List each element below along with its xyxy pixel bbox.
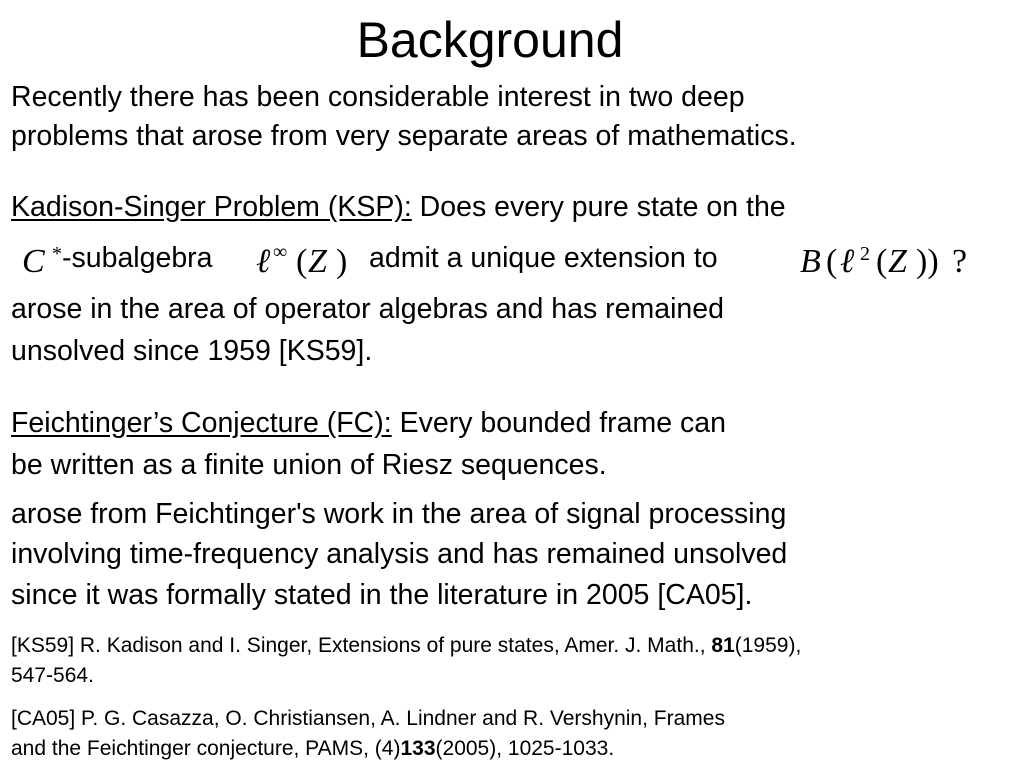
math-ell-inf-superscript: ∞ [273, 241, 288, 263]
ref-ks59-line-2: 547-564. [11, 664, 94, 687]
ref-ks59-year: (1959), [734, 634, 802, 657]
ksp-heading: Kadison-Singer Problem (KSP): [11, 191, 412, 223]
math-z2-close-parens: )) [916, 243, 939, 280]
math-b: B [800, 243, 821, 280]
ref-ca05-line-1: [CA05] P. G. Casazza, O. Christiansen, A. Lindner and R. Vershynin, Frames [11, 707, 725, 730]
ref-ks59-volume: 81 [711, 634, 735, 657]
ref-ca05-volume: 133 [400, 737, 436, 760]
subalgebra-text: -subalgebra [62, 242, 213, 274]
ksp-question-start: Does every pure state on the [411, 191, 786, 223]
fc-line-5: since it was formally stated in the literature in 2005 [CA05]. [11, 579, 753, 611]
math-ell2-ell: ℓ [840, 243, 855, 280]
slide-title: Background [356, 12, 624, 68]
fc-line-2: be written as a finite union of Riesz sequences. [11, 449, 607, 481]
math-z2-z: Z [888, 243, 907, 280]
fc-line-3: arose from Feichtinger's work in the area of signal processing [11, 498, 787, 530]
math-b-open-paren: ( [826, 243, 838, 280]
ksp-line-4: unsolved since 1959 [KS59]. [11, 335, 373, 367]
math-c-star-asterisk: * [52, 243, 62, 265]
math-question-mark: ? [952, 243, 968, 280]
math-z1-open-paren: ( [296, 243, 308, 280]
math-z2-open-paren: ( [876, 243, 888, 280]
math-z1-close-paren: ) [336, 243, 348, 280]
ksp-line-3: arose in the area of operator algebras and has remained [11, 293, 724, 325]
ref-ks59-text: [KS59] R. Kadison and I. Singer, Extensions of pure states, Amer. J. Math., [11, 634, 712, 657]
ref-ca05-year-pages: (2005), 1025-1033. [435, 737, 615, 760]
intro-line-1: Recently there has been considerable interest in two deep [11, 81, 745, 113]
fc-line-1 [11, 406, 726, 440]
math-z1-z: Z [308, 243, 327, 280]
ref-ca05-line-2 [11, 736, 614, 761]
ref-ca05-text: and the Feichtinger conjecture, PAMS, (4) [11, 737, 401, 760]
ref-ks59-line-1 [11, 633, 801, 658]
math-ell-inf-ell: ℓ [256, 243, 271, 280]
math-c-star-c: C [22, 243, 45, 280]
fc-line-4: involving time-frequency analysis and has remained unsolved [11, 538, 788, 570]
fc-heading: Feichtinger’s Conjecture (FC): [11, 407, 392, 439]
fc-statement-start: Every bounded frame can [391, 407, 726, 439]
ksp-line-1 [11, 190, 786, 224]
admit-extension-text: admit a unique extension to [369, 242, 718, 274]
math-ell2-superscript: 2 [860, 243, 870, 265]
intro-line-2: problems that arose from very separate areas of mathematics. [11, 120, 797, 152]
